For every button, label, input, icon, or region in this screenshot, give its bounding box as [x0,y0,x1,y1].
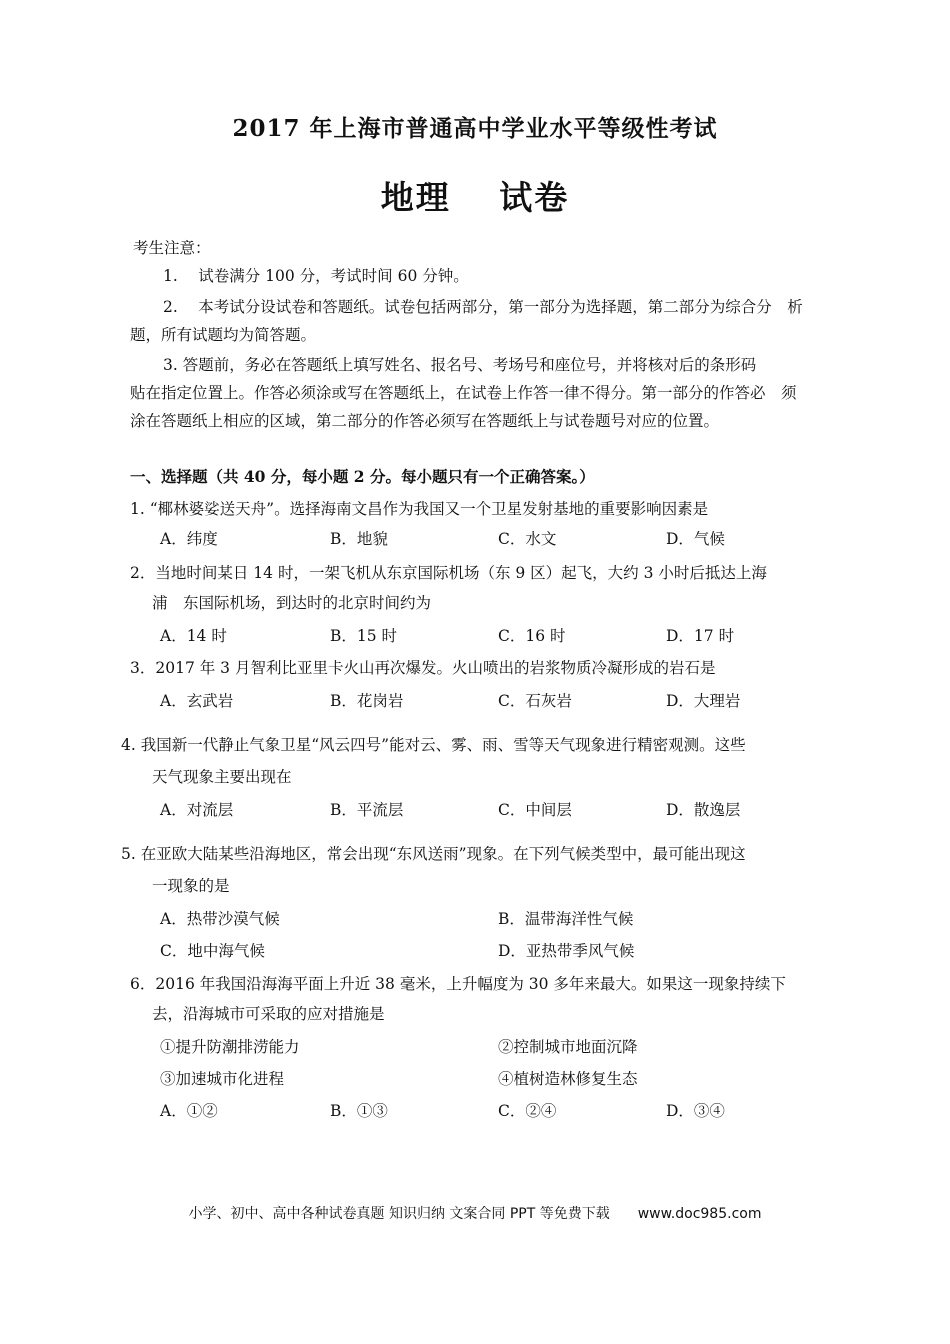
question-4-option-d: D．散逸层 [666,801,741,819]
question-2-option-a: A．14 时 [160,627,227,645]
question-6-statement-1: ①提升防潮排涝能力 [160,1038,300,1056]
question-3-option-b: B．花岗岩 [330,692,404,710]
question-3-option-a: A．玄武岩 [160,692,234,710]
question-1-stem: 1. “椰林婆娑送天舟”。选择海南文昌作为我国又一个卫星发射基地的重要影响因素是 [130,500,709,518]
question-1-option-a: A．纬度 [160,530,218,548]
question-4-option-c: C．中间层 [498,801,572,819]
question-4-stem-line-1: 4. 我国新一代静止气象卫星“风云四号”能对云、雾、雨、雪等天气现象进行精密观测。这些 [121,736,746,754]
question-6-option-d: D．③④ [666,1102,725,1120]
question-1-option-b: B．地貌 [330,530,388,548]
question-6-statement-2: ②控制城市地面沉降 [498,1038,638,1056]
question-4-option-b: B．平流层 [330,801,404,819]
question-2-option-b: B．15 时 [330,627,398,645]
question-6-statement-3: ③加速城市化进程 [160,1070,285,1088]
section-1-heading: 一、选择题（共 40 分，每小题 2 分。每小题只有一个正确答案。） [130,467,595,486]
question-2-option-d: D．17 时 [666,627,735,645]
notice-item-2-line-2: 题，所有试题均为简答题。 [130,326,317,344]
question-5-option-c: C．地中海气候 [160,942,265,960]
question-6-stem-line-1: 6．2016 年我国沿海海平面上升近 38 毫米，上升幅度为 30 多年来最大。如果这一现象持续下 [130,975,786,993]
question-5-stem-line-1: 5. 在亚欧大陆某些沿海地区，常会出现“东风送雨”现象。在下列气候类型中，最可能出现这 [121,845,746,863]
question-2-stem-line-1: 2．当地时间某日 14 时，一架飞机从东京国际机场（东 9 区）起飞，大约 3 小时后抵达上海 [130,564,767,582]
notice-item-3-line-3: 涂在答题纸上相应的区域，第二部分的作答必须写在答题纸上与试卷题号对应的位置。 [130,412,720,430]
notice-item-3-line-2: 贴在指定位置上。作答必须涂或写在答题纸上，在试卷上作答一律不得分。第一部分的作答必 须 [130,384,797,402]
question-6-option-c: C．②④ [498,1102,557,1120]
question-4-option-a: A．对流层 [160,801,234,819]
subject-title: 地理 试卷 [380,178,570,217]
question-6-option-a: A．①② [160,1102,218,1120]
question-1-option-d: D．气候 [666,530,725,548]
footer-ad: 小学、初中、高中各种试卷真题 知识归纳 文案合同 PPT 等免费下载 www.doc985.com [188,1206,762,1222]
question-5-option-d: D．亚热带季风气候 [498,942,635,960]
notice-item-3-line-1: 3. 答题前，务必在答题纸上填写姓名、报名号、考场号和座位号，并将核对后的条形码 [163,356,757,374]
question-3-option-d: D．大理岩 [666,692,741,710]
question-1-option-c: C．水文 [498,530,557,548]
question-2-option-c: C．16 时 [498,627,566,645]
question-4-stem-line-2: 天气现象主要出现在 [152,768,292,786]
question-6-stem-line-2: 去，沿海城市可采取的应对措施是 [152,1005,385,1023]
question-2-stem-line-2: 浦 东国际机场，到达时的北京时间约为 [152,594,432,612]
question-5-stem-line-2: 一现象的是 [152,877,230,895]
notice-item-1: 1. 试卷满分 100 分，考试时间 60 分钟。 [163,267,469,285]
question-5-option-b: B．温带海洋性气候 [498,910,634,928]
exam-title: 2017 年上海市普通高中学业水平等级性考试 [232,115,718,142]
question-3-stem: 3．2017 年 3 月智利比亚里卡火山再次爆发。火山喷出的岩浆物质冷凝形成的岩石是 [130,659,716,677]
question-3-option-c: C．石灰岩 [498,692,572,710]
question-6-statement-4: ④植树造林修复生态 [498,1070,638,1088]
notice-heading: 考生注意： [133,239,211,257]
question-6-option-b: B．①③ [330,1102,388,1120]
question-5-option-a: A．热带沙漠气候 [160,910,280,928]
notice-item-2-line-1: 2. 本考试分设试卷和答题纸。试卷包括两部分，第一部分为选择题，第二部分为综合分 析 [163,298,803,316]
